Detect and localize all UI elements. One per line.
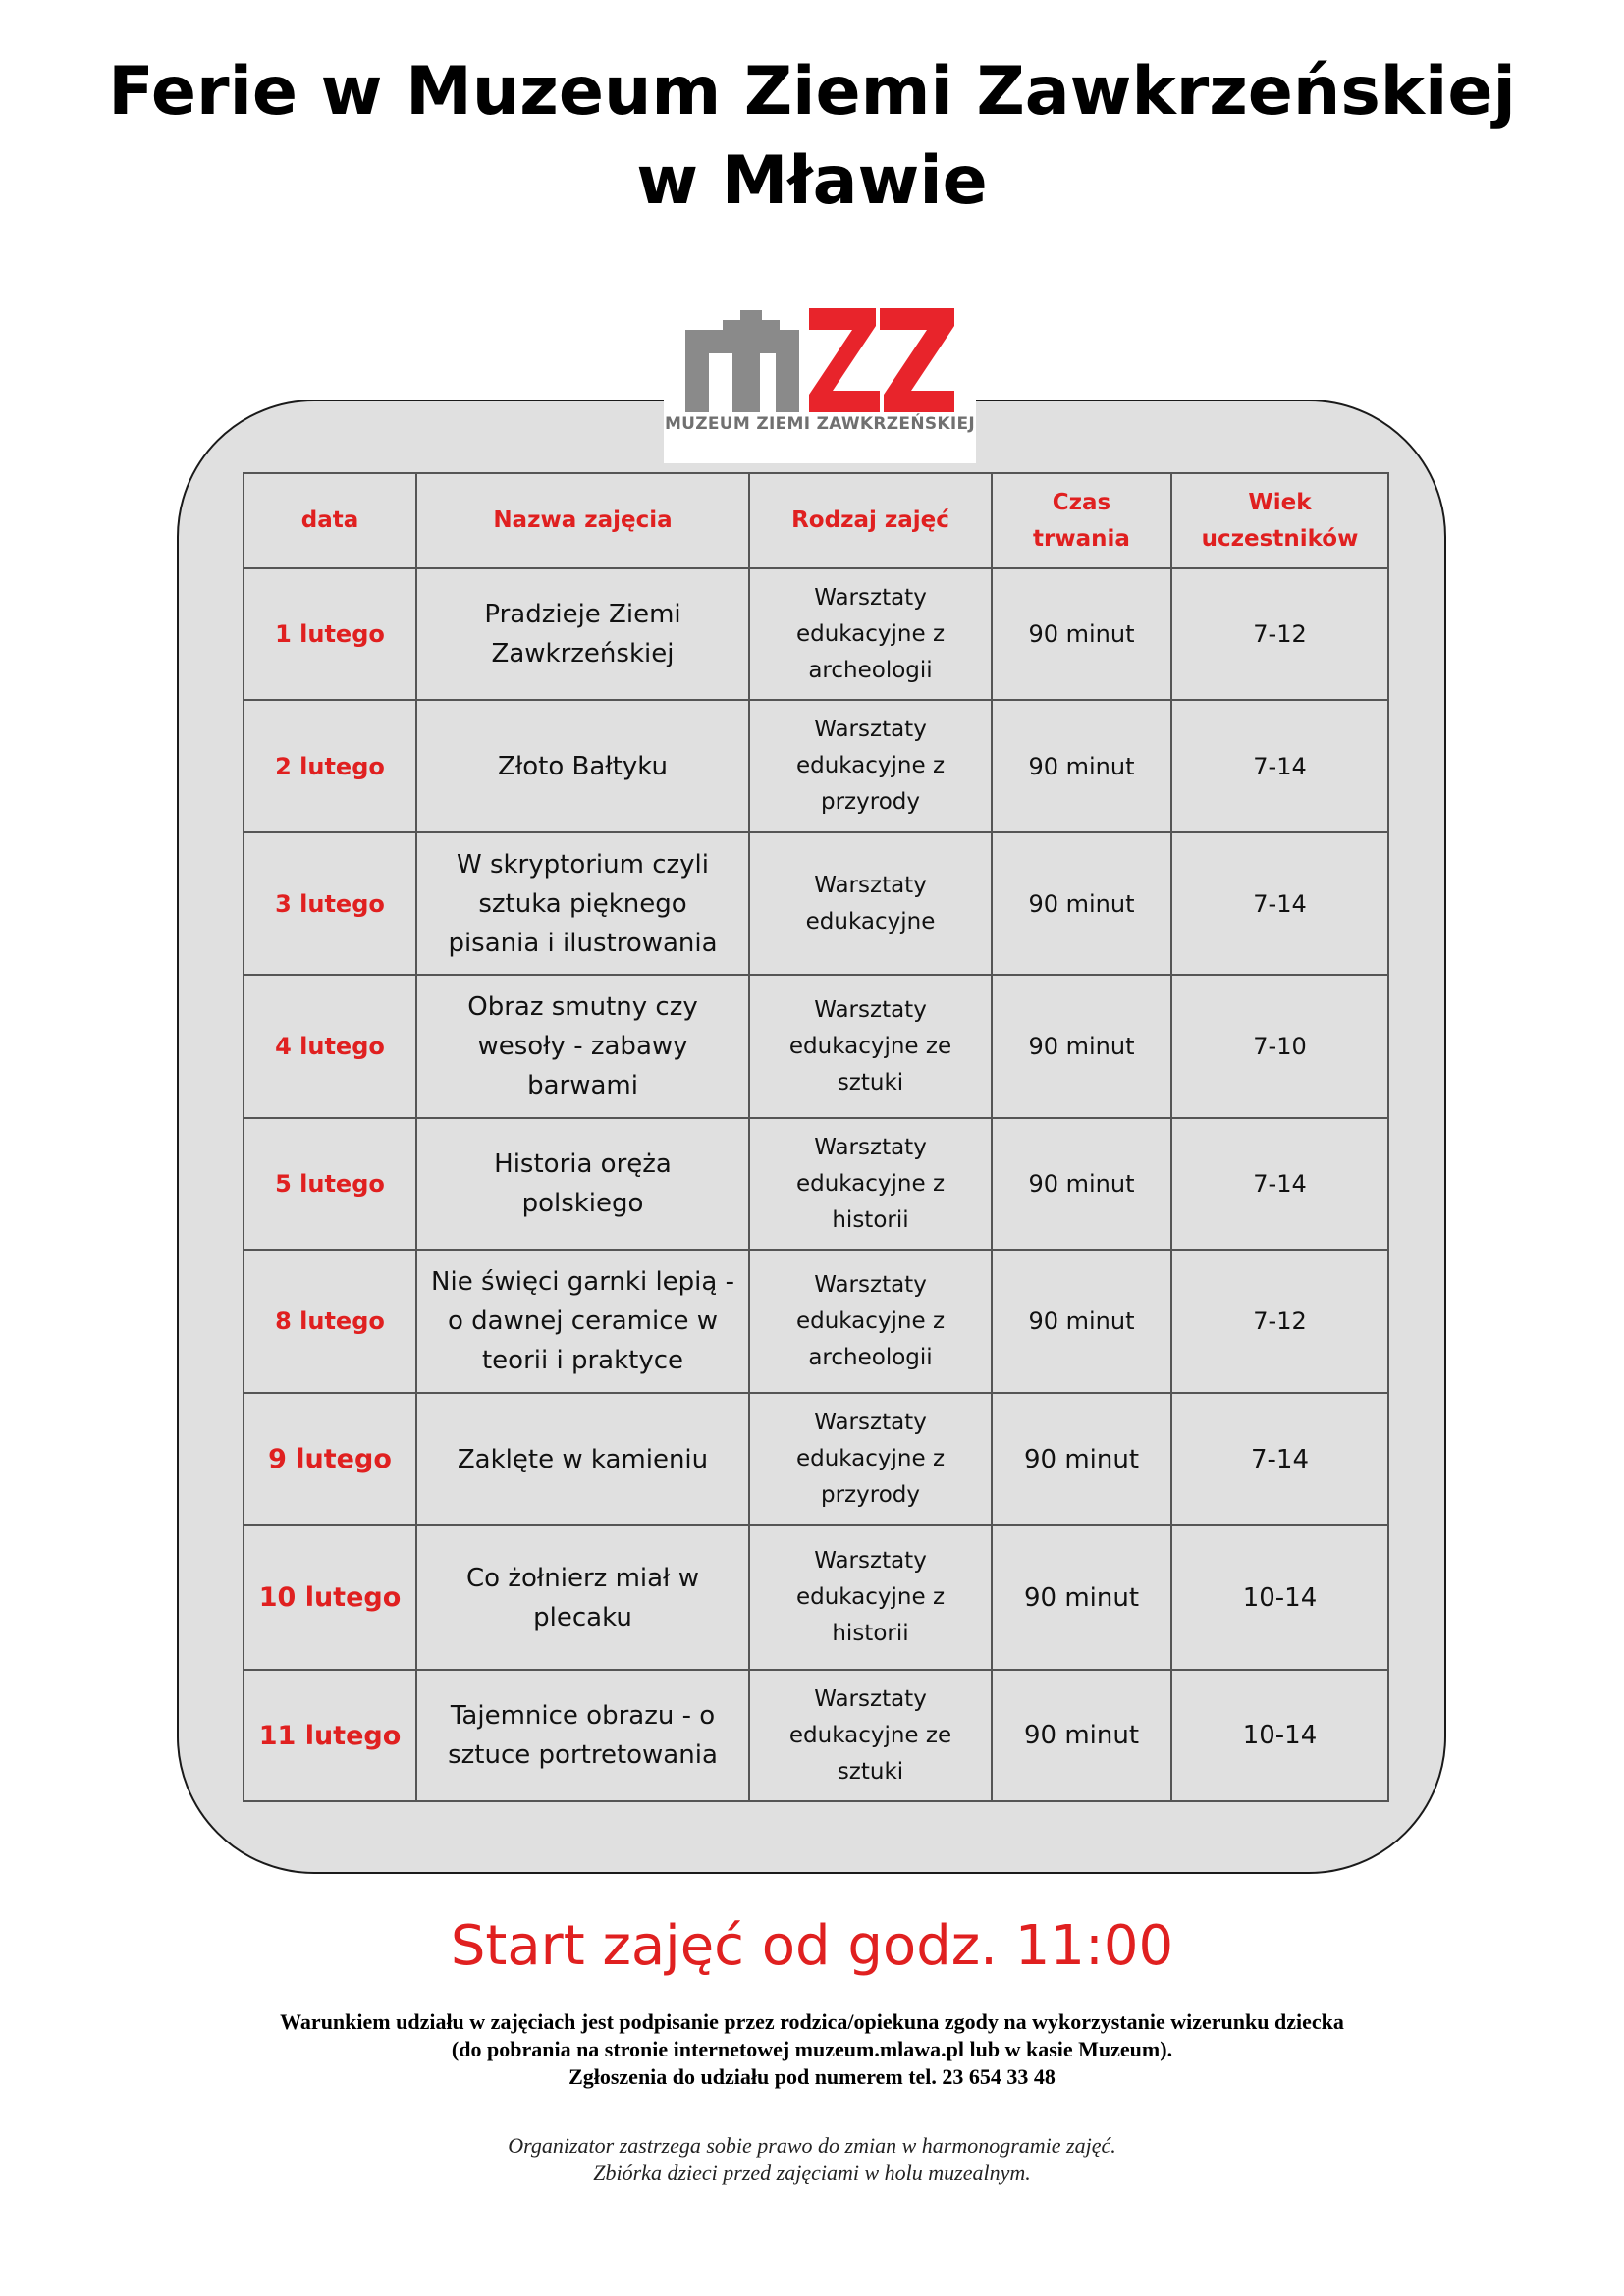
cell-name: Nie święci garnki lepią - o dawnej ceramice w teorii i praktyce xyxy=(416,1250,749,1393)
cell-date: 4 lutego xyxy=(244,975,416,1118)
cell-type: Warsztaty edukacyjne z historii xyxy=(749,1525,992,1670)
cell-age: 7-12 xyxy=(1171,1250,1388,1393)
schedule-table xyxy=(243,472,1389,1802)
cell-name: Obraz smutny czy wesoły - zabawy barwami xyxy=(416,975,749,1118)
cell-duration: 90 minut xyxy=(992,975,1171,1118)
cell-type: Warsztaty edukacyjne ze sztuki xyxy=(749,1670,992,1801)
cell-name: Historia oręża polskiego xyxy=(416,1118,749,1250)
page-title xyxy=(0,47,1624,226)
cell-date: 10 lutego xyxy=(244,1525,416,1670)
museum-logo-icon xyxy=(683,306,956,412)
conditions-line-3: Zgłoszenia do udziału pod numerem tel. 23 654 33 48 xyxy=(568,2064,1056,2089)
cell-name: Tajemnice obrazu - o sztuce portretowania xyxy=(416,1670,749,1801)
cell-date: 1 lutego xyxy=(244,568,416,700)
cell-duration: 90 minut xyxy=(992,1118,1171,1250)
cell-age: 10-14 xyxy=(1171,1670,1388,1801)
title-line-2: w Mławie xyxy=(636,142,988,220)
table-row xyxy=(244,975,1388,1118)
cell-type: Warsztaty edukacyjne z historii xyxy=(749,1118,992,1250)
cell-duration: 90 minut xyxy=(992,1393,1171,1525)
table-row xyxy=(244,1118,1388,1250)
cell-age: 7-12 xyxy=(1171,568,1388,700)
cell-name: Co żołnierz miał w plecaku xyxy=(416,1525,749,1670)
cell-duration: 90 minut xyxy=(992,832,1171,975)
cell-date: 3 lutego xyxy=(244,832,416,975)
table-header-row xyxy=(244,473,1388,568)
cell-duration: 90 minut xyxy=(992,700,1171,832)
cell-type: Warsztaty edukacyjne xyxy=(749,832,992,975)
table-row xyxy=(244,1250,1388,1393)
cell-type: Warsztaty edukacyjne z archeologii xyxy=(749,568,992,700)
table-row xyxy=(244,1525,1388,1670)
table-row xyxy=(244,1393,1388,1525)
cell-age: 7-14 xyxy=(1171,700,1388,832)
conditions-line-1: Warunkiem udziału w zajęciach jest podpisanie przez rodzica/opiekuna zgody na wykorzystanie wizerunku dziecka xyxy=(280,2009,1344,2034)
cell-age: 7-10 xyxy=(1171,975,1388,1118)
start-time-text: Start zajęć od godz. 11:00 xyxy=(450,1914,1174,1978)
cell-age: 10-14 xyxy=(1171,1525,1388,1670)
logo-text: MUZEUM ZIEMI ZAWKRZEŃSKIEJ xyxy=(664,414,976,434)
cell-type: Warsztaty edukacyjne z archeologii xyxy=(749,1250,992,1393)
cell-type: Warsztaty edukacyjne ze sztuki xyxy=(749,975,992,1118)
museum-logo xyxy=(664,294,976,463)
note-line-1: Organizator zastrzega sobie prawo do zmian w harmonogramie zajęć. xyxy=(508,2133,1116,2158)
cell-duration: 90 minut xyxy=(992,1525,1171,1670)
title-line-1: Ferie w Muzeum Ziemi Zawkrzeńskiej xyxy=(108,53,1516,131)
cell-date: 2 lutego xyxy=(244,700,416,832)
cell-age: 7-14 xyxy=(1171,1118,1388,1250)
cell-duration: 90 minut xyxy=(992,1670,1171,1801)
cell-type: Warsztaty edukacyjne z przyrody xyxy=(749,700,992,832)
column-header-duration: Czas trwania xyxy=(992,473,1171,568)
cell-date: 8 lutego xyxy=(244,1250,416,1393)
cell-date: 9 lutego xyxy=(244,1393,416,1525)
table-row xyxy=(244,700,1388,832)
cell-duration: 90 minut xyxy=(992,568,1171,700)
conditions-line-2: (do pobrania na stronie internetowej muzeum.mlawa.pl lub w kasie Muzeum). xyxy=(451,2037,1173,2061)
participation-conditions xyxy=(98,2008,1526,2091)
column-header-name: Nazwa zajęcia xyxy=(416,473,749,568)
table-row xyxy=(244,832,1388,975)
cell-name: Zaklęte w kamieniu xyxy=(416,1393,749,1525)
cell-date: 11 lutego xyxy=(244,1670,416,1801)
cell-date: 5 lutego xyxy=(244,1118,416,1250)
cell-name: Pradzieje Ziemi Zawkrzeńskiej xyxy=(416,568,749,700)
note-line-2: Zbiórka dzieci przed zajęciami w holu muzealnym. xyxy=(593,2161,1031,2185)
organizer-notes xyxy=(98,2132,1526,2187)
cell-name: Złoto Bałtyku xyxy=(416,700,749,832)
table-row xyxy=(244,568,1388,700)
cell-name: W skryptorium czyli sztuka pięknego pisania i ilustrowania xyxy=(416,832,749,975)
column-header-type: Rodzaj zajęć xyxy=(749,473,992,568)
cell-duration: 90 minut xyxy=(992,1250,1171,1393)
column-header-age: Wiek uczestników xyxy=(1171,473,1388,568)
column-header-date: data xyxy=(244,473,416,568)
cell-age: 7-14 xyxy=(1171,1393,1388,1525)
table-row xyxy=(244,1670,1388,1801)
cell-type: Warsztaty edukacyjne z przyrody xyxy=(749,1393,992,1525)
cell-age: 7-14 xyxy=(1171,832,1388,975)
